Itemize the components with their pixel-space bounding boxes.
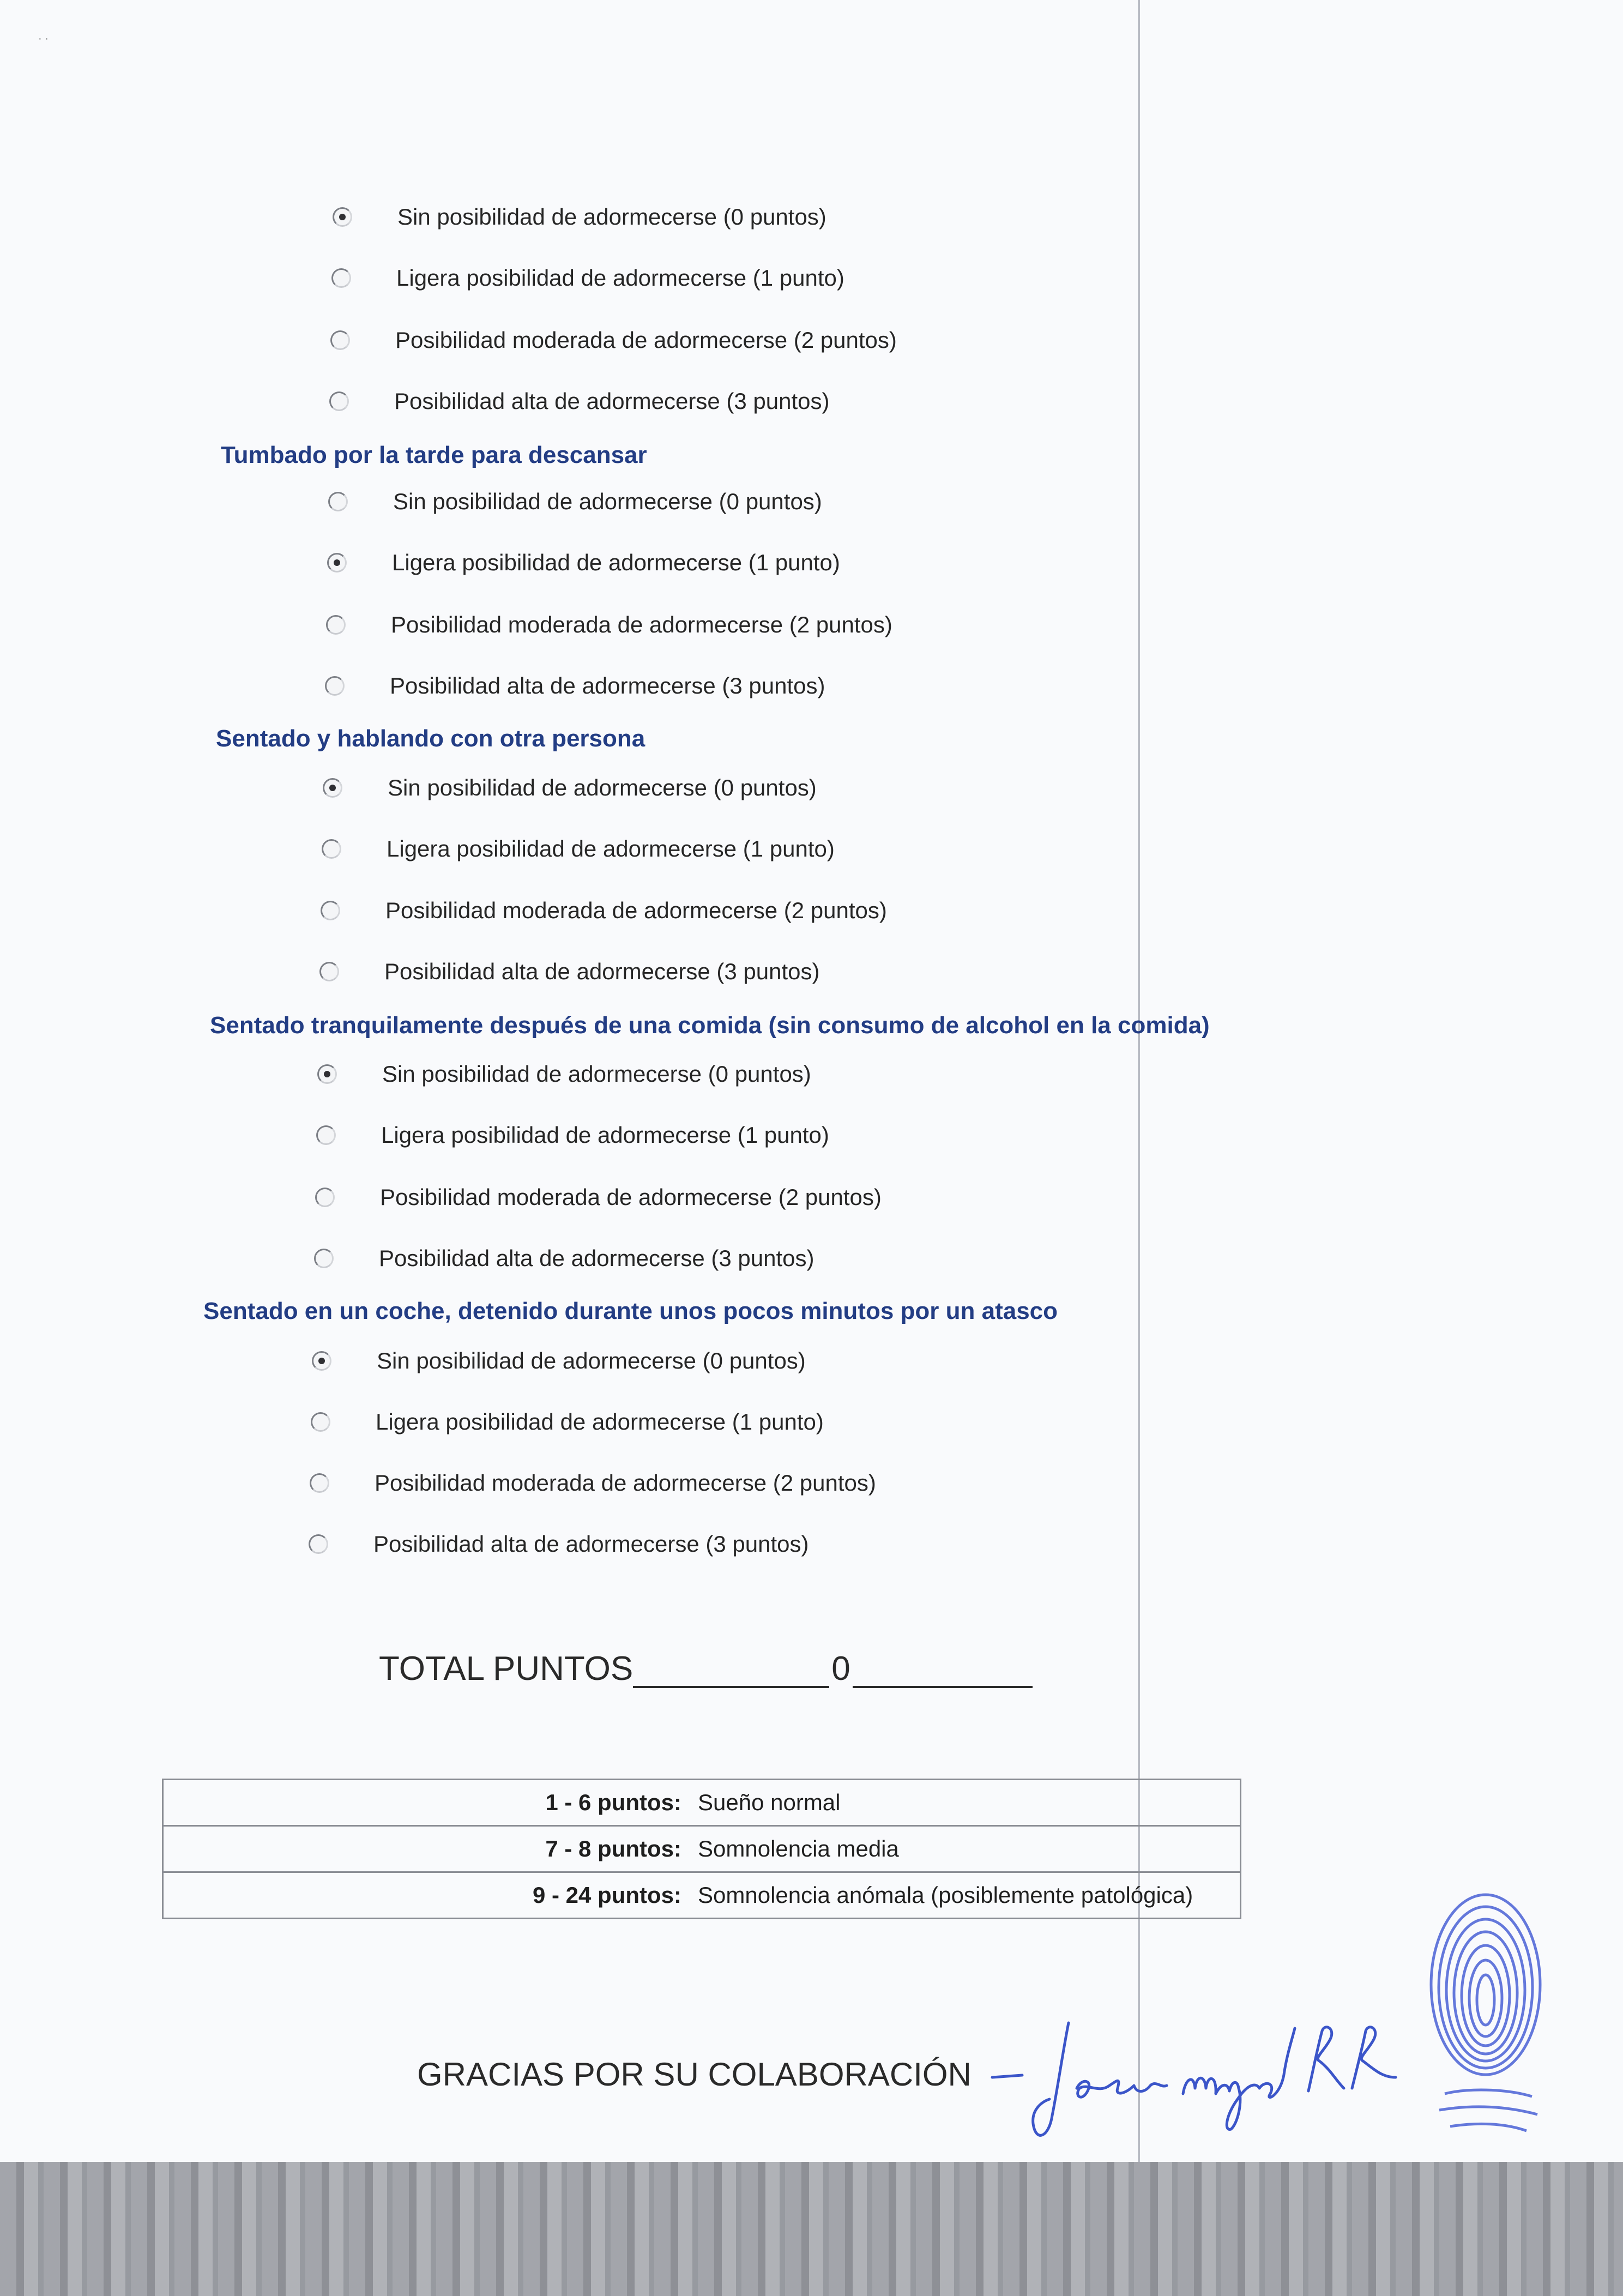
radio-button[interactable] (309, 1534, 328, 1554)
option-q2-0[interactable] (328, 485, 822, 518)
option-q2-1[interactable] (327, 546, 840, 579)
option-label: Posibilidad moderada de adormecerse (2 puntos) (391, 612, 892, 637)
option-q3-0[interactable] (323, 772, 817, 804)
option-label: Sin posibilidad de adormecerse (0 puntos) (397, 204, 826, 230)
table-row (163, 1826, 1241, 1872)
thanks-text: GRACIAS POR SU COLABORACIÓN (417, 2056, 972, 2093)
radio-button[interactable] (311, 1412, 330, 1432)
table-row (163, 1872, 1241, 1919)
radio-button[interactable] (317, 1064, 337, 1084)
option-q4-3[interactable] (314, 1242, 814, 1275)
option-q2-2[interactable] (326, 608, 892, 641)
radio-button[interactable] (325, 676, 345, 696)
option-label: Posibilidad alta de adormecerse (3 puntos) (373, 1531, 809, 1557)
radio-button[interactable] (328, 492, 348, 511)
score-scale-table (162, 1779, 1241, 1919)
scale-range: 7 - 8 puntos: (545, 1836, 681, 1861)
scale-range: 1 - 6 puntos: (545, 1789, 681, 1815)
scanner-bed-strip (0, 2162, 1623, 2296)
scale-description: Somnolencia anómala (posiblemente patológica) (698, 1882, 1193, 1908)
option-q4-0[interactable] (317, 1058, 811, 1090)
radio-button[interactable] (329, 391, 349, 411)
option-q3-3[interactable] (319, 955, 819, 988)
option-label: Posibilidad alta de adormecerse (3 puntos) (390, 673, 825, 698)
total-value: 0 (831, 1650, 850, 1688)
fingerprint-image (1423, 1887, 1548, 2148)
option-label: Sin posibilidad de adormecerse (0 puntos) (377, 1348, 806, 1373)
scale-description: Somnolencia media (698, 1836, 899, 1861)
radio-button[interactable] (315, 1188, 335, 1207)
total-blank-left (633, 1653, 829, 1688)
scan-speck: · · (38, 33, 49, 45)
option-q5-1[interactable] (311, 1406, 824, 1438)
option-label: Posibilidad moderada de adormecerse (2 puntos) (375, 1470, 876, 1496)
radio-button[interactable] (321, 901, 340, 920)
radio-button[interactable] (322, 839, 341, 859)
radio-button[interactable] (326, 615, 346, 635)
option-q1-0[interactable] (333, 201, 826, 233)
radio-button[interactable] (327, 553, 347, 573)
option-q3-1[interactable] (322, 833, 835, 865)
option-label: Ligera posibilidad de adormecerse (1 punto) (392, 550, 840, 575)
option-label: Ligera posibilidad de adormecerse (1 punto) (376, 1409, 824, 1435)
total-points (379, 1649, 1033, 1688)
radio-button[interactable] (316, 1125, 336, 1145)
question-heading: Sentado en un coche, detenido durante unos pocos minutos por un atasco (203, 1298, 1058, 1324)
option-q4-2[interactable] (315, 1181, 882, 1214)
radio-button[interactable] (312, 1351, 331, 1371)
option-label: Sin posibilidad de adormecerse (0 puntos) (393, 489, 822, 514)
option-q3-2[interactable] (321, 894, 887, 927)
radio-button[interactable] (314, 1249, 334, 1268)
option-q4-1[interactable] (316, 1119, 829, 1152)
radio-button[interactable] (333, 207, 352, 227)
option-label: Posibilidad alta de adormecerse (3 puntos) (379, 1245, 814, 1271)
total-blank-right (853, 1653, 1033, 1688)
question-heading: Sentado y hablando con otra persona (216, 725, 645, 752)
option-label: Ligera posibilidad de adormecerse (1 punto) (396, 265, 844, 291)
radio-button[interactable] (310, 1473, 329, 1493)
option-label: Posibilidad moderada de adormecerse (2 puntos) (385, 897, 887, 923)
option-q5-2[interactable] (310, 1467, 876, 1499)
option-q5-0[interactable] (312, 1345, 806, 1377)
option-q5-3[interactable] (309, 1528, 809, 1560)
question-heading: Sentado tranquilamente después de una comida (sin consumo de alcohol en la comida) (210, 1012, 1210, 1039)
radio-button[interactable] (319, 962, 339, 981)
option-q1-1[interactable] (331, 262, 844, 294)
option-label: Posibilidad alta de adormecerse (3 puntos) (384, 959, 820, 984)
option-label: Posibilidad alta de adormecerse (3 puntos) (394, 388, 830, 414)
option-label: Posibilidad moderada de adormecerse (2 puntos) (395, 327, 897, 353)
option-q1-2[interactable] (330, 324, 897, 357)
radio-button[interactable] (330, 330, 350, 350)
radio-button[interactable] (331, 268, 351, 288)
radio-button[interactable] (323, 778, 342, 798)
table-row (163, 1780, 1241, 1826)
signature (981, 2006, 1417, 2148)
question-heading: Tumbado por la tarde para descansar (221, 442, 647, 468)
scale-range: 9 - 24 puntos: (532, 1882, 681, 1908)
option-label: Ligera posibilidad de adormecerse (1 punto) (387, 836, 835, 861)
option-q1-3[interactable] (329, 385, 829, 418)
option-label: Sin posibilidad de adormecerse (0 puntos) (388, 775, 817, 800)
option-label: Ligera posibilidad de adormecerse (1 punto) (381, 1122, 829, 1148)
option-label: Posibilidad moderada de adormecerse (2 puntos) (380, 1184, 882, 1210)
scale-description: Sueño normal (698, 1789, 841, 1815)
option-label: Sin posibilidad de adormecerse (0 puntos) (382, 1061, 811, 1087)
total-label: TOTAL PUNTOS (379, 1650, 633, 1688)
option-q2-3[interactable] (325, 670, 825, 702)
